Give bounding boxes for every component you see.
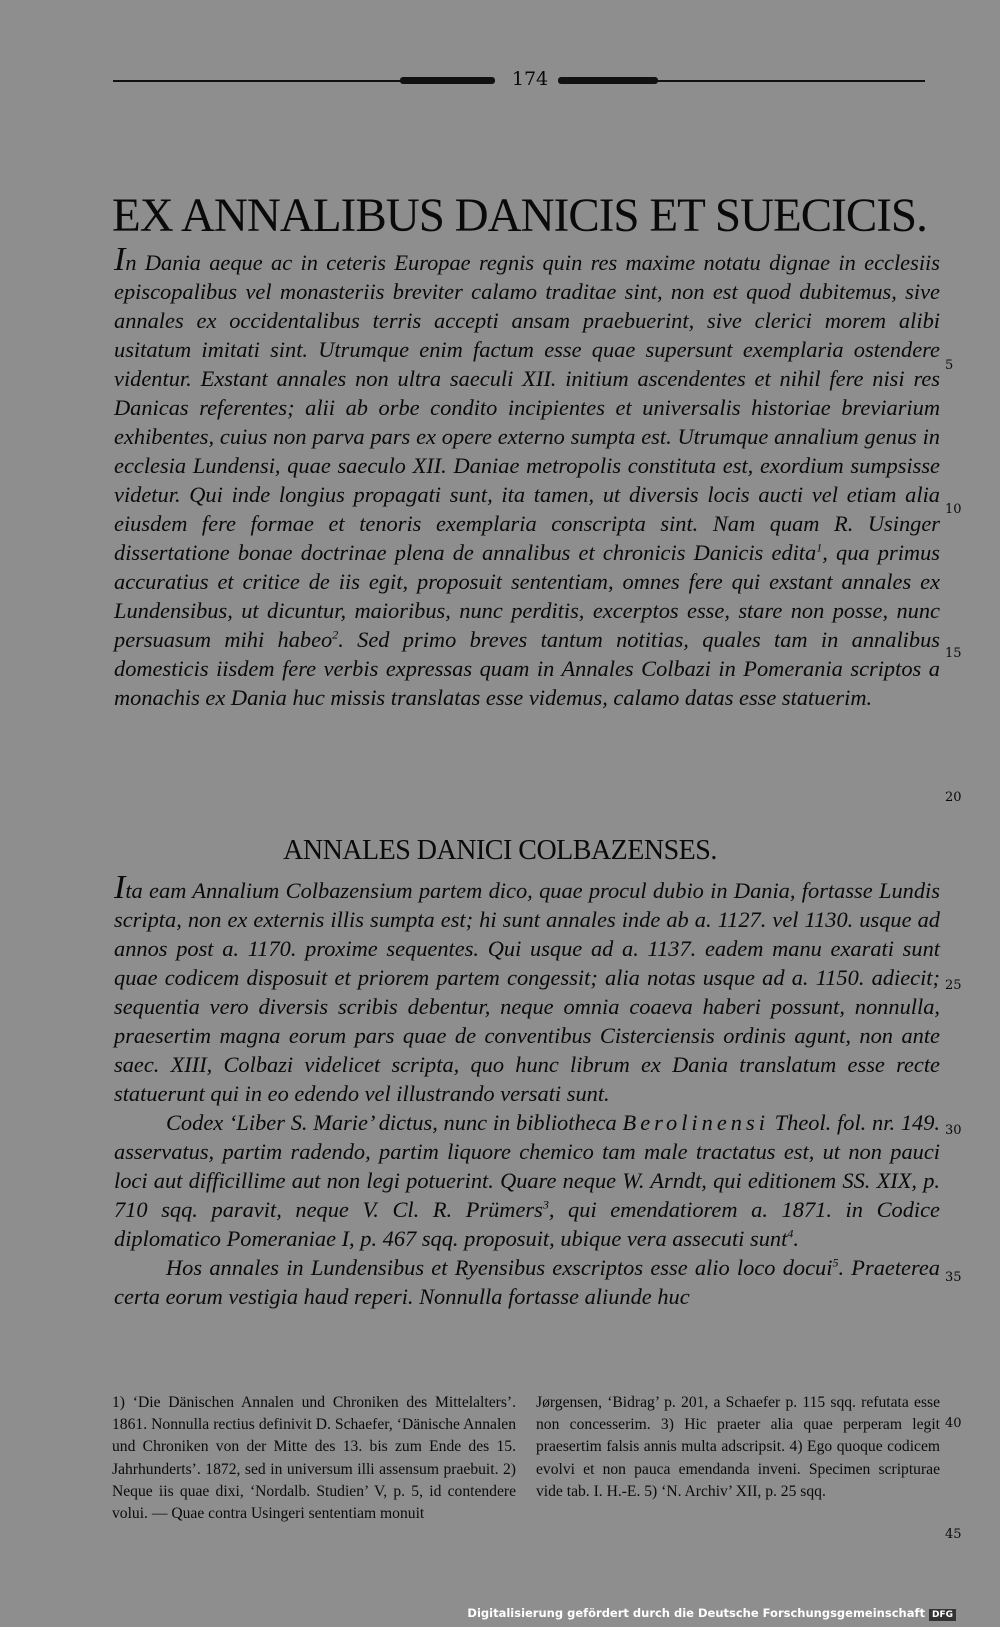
header-rule-right-bar: [558, 77, 658, 84]
footnote-text-left: 1) ‘Die Dänischen Annalen und Chroniken des Mittelalters’. 1861. Nonnulla rectius definivit D. Schaefer, ‘Dänische Annalen und Chroniken von der Mitte des 13. bis zum Ende des 15. Jahrhunderts’. 1872, sed in universum illi assensum praebuit. 2) Neque iis quae dixi, ‘Nordalb. Studien’ V, p. 5, id contendere volui. — Quae contra Usingeri sententiam monuit: [112, 1394, 516, 1523]
line-number: 30: [945, 1123, 962, 1138]
library-name: Berolinensi: [622, 1110, 769, 1135]
dfg-logo: DFG: [929, 1609, 956, 1621]
section-p2-text-a: Codex ‘Liber S. Marie’ dictus, nunc in bibliotheca: [166, 1110, 623, 1135]
dropcap: I: [114, 241, 126, 278]
line-number: 35: [945, 1270, 962, 1285]
footnote-ref-3: 3: [542, 1197, 549, 1212]
line-number: 45: [945, 1527, 962, 1542]
page-title: EX ANNALIBUS DANICIS ET SUECICIS.: [112, 189, 927, 242]
section-p3-text-b: . Praeterea certa eorum vestigia haud reperi. Nonnulla fortasse aliunde huc: [114, 1255, 940, 1309]
section-p2-text-b: Theol. fol. nr. 149. asservatus, partim radendo, partim liquore chemico tam male tractatus est, ut non pauci loci aut difficillime aut non legi potuerint. Quare neque W. Arndt, qui editionem SS. XIX, p. 710 sqq. paravit, neque V. Cl. R. Prümers: [114, 1110, 941, 1222]
intro-text-2: , qua primus accuratius et critice de iis egit, proposuit sententiam, omnes fere qui exstant annales ex Lundensibus, ut dicuntur, maioribus, nunc perditis, excerptos esse, stare non posse, nunc persuasum mihi habeo: [114, 540, 940, 652]
intro-paragraph: [114, 241, 940, 712]
intro-text: n Dania aeque ac in ceteris Europae regnis quin res maxime notatu dignae in ecclesiis episcopalibus vel monasteriis breviter calamo traditae sint, non est quod dubitemus, sive annales ex occidentalibus terris accepti ansam praebuerint, sive clerici morem alibi usitatum imitati sint. Utrumque enim factum esse quae supersunt exemplaria ostendere videntur. Exstant annales non ultra saeculi XII. initium ascendentes et nihil fere nisi res Danicas referentes; alii ab orbe condito incipientes et universalis historiae breviarium exhibentes, cuius non parva pars ex opere externo sumpta est. Utrumque annalium genus in ecclesia Lundensi, quae saeculo XII. Daniae metropolis constituta est, exordium sumpsisse videtur. Qui inde longius propagati sunt, ita tamen, ut diversis locis aucti vel etiam alia eiusdem fere formae et tenoris exemplaria conscripta sint. Nam quam R. Usinger dissertatione bonae doctrinae plena de annalibus et chronicis Danicis edita: [114, 250, 940, 565]
section-p2-text-d: .: [793, 1226, 799, 1251]
section-body: [114, 869, 941, 1311]
section-p3-text-a: Hos annales in Lundensibus et Ryensibus exscriptos esse alio loco docui: [166, 1255, 833, 1280]
footnotes-right-column: [536, 1392, 940, 1503]
footnotes-left-column: [112, 1392, 516, 1525]
section-paragraph-1: [114, 869, 940, 1108]
line-number: 15: [945, 646, 962, 661]
credit-text: Digitalisierung gefördert durch die Deutsche Forschungsgemeinschaft: [467, 1606, 925, 1620]
section-p2-text-c: , qui emendatiorem a. 1871. in Codice diplomatico Pomeraniae I, p. 467 sqq. proposuit, ubique vera assecuti sunt: [114, 1197, 940, 1251]
section-title: ANNALES DANICI COLBAZENSES.: [283, 835, 717, 866]
line-number: 40: [945, 1416, 962, 1431]
section-p1-text: ta eam Annalium Colbazensium partem dico, quae procul dubio in Dania, fortasse Lundis scripta, non ex externis illis sumpta est; hi sunt annales inde ab a. 1127. vel 1130. usque ad annos post a. 1170. proxime sequentes. Qui usque ad a. 1137. eadem manu exarati sunt quae codicem disposuit et priorem partem congessit; alia notas usque ad a. 1150. adiecit; sequentia vero diversis scribis debentur, neque omnia coaeva haberi possunt, nonnulla, praesertim magna eorum pars quae de conventibus Cisterciensis ordinis agunt, non ante saec. XIII, Colbazi videlicet scripta, quo hunc librum ex Dania translatum esse recte statuerunt qui in eo edendo vel illustrando versati sunt.: [114, 878, 940, 1106]
line-number: 25: [945, 978, 962, 993]
line-number: 10: [945, 502, 962, 517]
footnote-text-right: Jørgensen, ‘Bidrag’ p. 201, a Schaefer p. 115 sqq. refutata esse non concesserim. 3) Hic praeter alia quae perperam legit praesertim falsis annis multa adscripsit. 4) Ego quoque codicem evolvi et non pauca emendanda inveni. Specimen scripturae vide tab. I. H.-E. 5) ‘N. Archiv’ XII, p. 25 sqq.: [536, 1394, 940, 1500]
section-paragraph-3: [114, 1253, 940, 1311]
footnote-ref-1: 1: [816, 540, 823, 555]
page-number: 174: [511, 68, 549, 90]
digitization-credit: [467, 1606, 956, 1621]
intro-text-3: . Sed primo breves tantum notitias, quales tam in annalibus domesticis iisdem fere verbis expressas quam in Annales Colbazi in Pomerania scriptos a monachis ex Dania huc missis translatas esse videmus, calamo datas esse statuerim.: [114, 627, 940, 710]
line-number: 20: [945, 790, 962, 805]
line-number: 5: [945, 358, 954, 373]
footnote-ref-5: 5: [832, 1255, 839, 1270]
footnote-ref-4: 4: [787, 1226, 794, 1241]
header-rule-left-bar: [400, 77, 495, 84]
footnote-ref-2: 2: [332, 627, 339, 642]
section-paragraph-2: [114, 1108, 940, 1253]
dropcap: I: [114, 869, 126, 906]
